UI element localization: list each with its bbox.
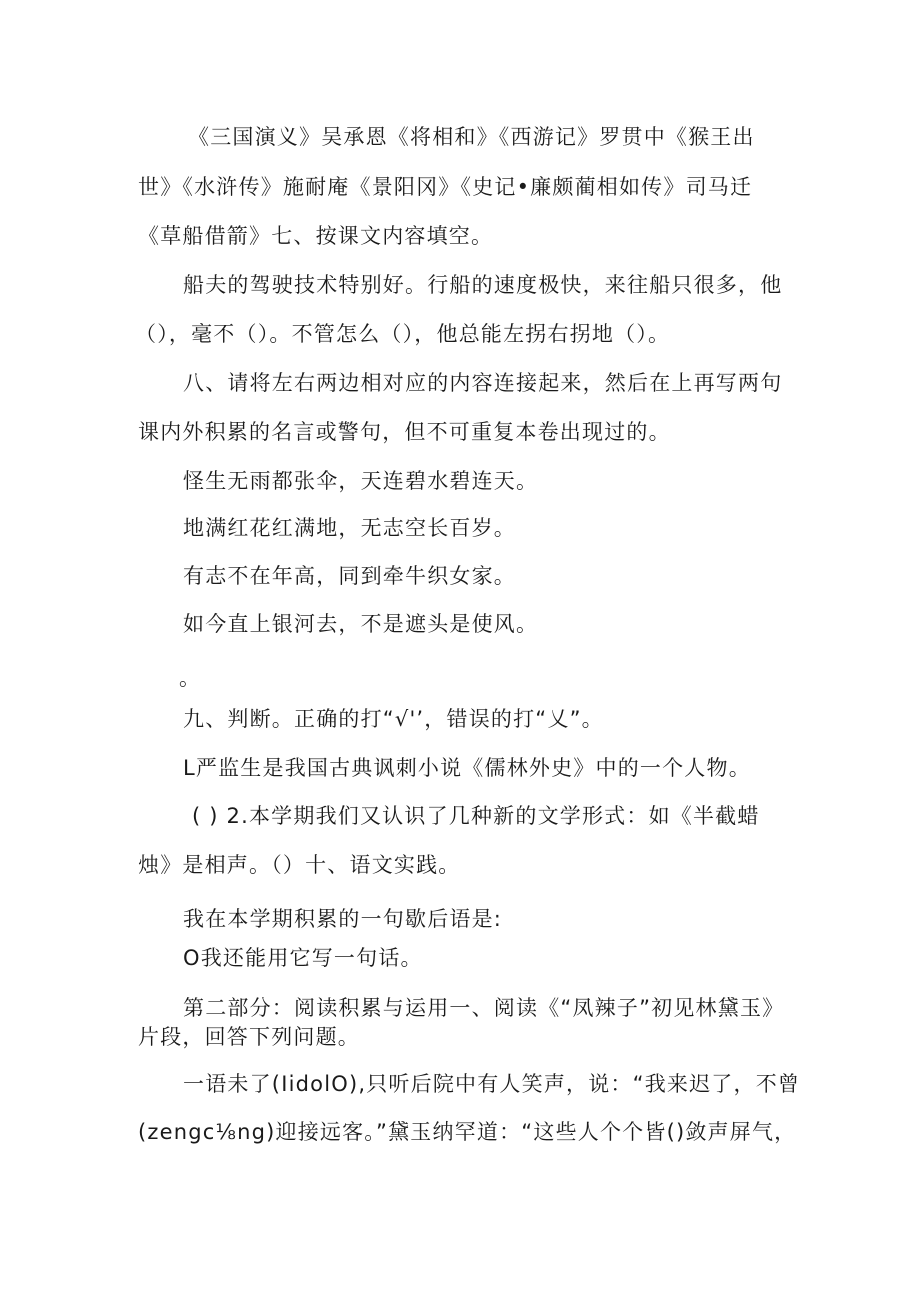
text-line-11: 如今直上银河去，不是遮头是使风。 (183, 612, 539, 636)
text-line-7: 课内外积累的名言或警句，但不可重复本卷出现过的。 (138, 420, 671, 444)
text-line-2: 世》《水浒传》施耐庵《景阳冈》《史记•廉颇蔺相如传》司马迁 (138, 175, 753, 199)
text-line-22: (zengc⅛ng)迎接远客。”黛玉纳罕道：“这些人个个皆()敛声屏气， (138, 1120, 797, 1144)
text-line-17: 我在本学期积累的一句歇后语是: (183, 907, 503, 931)
text-line-1: 《三国演义》吴承恩《将相和》《西游记》罗贯中《猴王出 (188, 125, 755, 149)
text-line-5: （），毫不（）。不管怎么（），他总能左拐右拐地（）。 (135, 322, 671, 346)
text-line-3: 《草船借箭》七、按课文内容填空。 (138, 224, 494, 248)
text-line-4: 船夫的驾驶技术特别好。行船的速度极快，来往船只很多，他 (183, 273, 783, 297)
text-line-19: 第二部分：阅读积累与运用一、阅读《“凤辣子”初见林黛玉》 (183, 996, 785, 1020)
text-line-20: 片段，回答下列问题。 (138, 1025, 360, 1049)
text-line-18: O我还能用它写一句话。 (183, 946, 423, 970)
text-line-6: 八、请将左右两边相对应的内容连接起来，然后在上再写两句 (183, 371, 783, 395)
text-line-10: 有志不在年高，同到牵牛织女家。 (183, 564, 516, 588)
text-line-15: ( ) 2.本学期我们又认识了几种新的文学形式：如《半截蜡 (192, 804, 760, 828)
text-line-12: 。 (179, 666, 202, 690)
text-line-8: 怪生无雨都张伞，天连碧水碧连天。 (183, 469, 539, 493)
text-line-16: 烛》是相声。（）十、语文实践。 (138, 853, 461, 877)
text-line-9: 地满红花红满地，无志空长百岁。 (183, 516, 516, 540)
text-line-21: 一语未了(IidolO),只听后院中有人笑声，说：“我来迟了，不曾 (183, 1072, 801, 1096)
text-line-13: 九、判断。正确的打“√'’，错误的打“乂”。 (183, 707, 604, 731)
text-line-14: L严监生是我国古典讽刺小说《儒林外史》中的一个人物。 (183, 756, 751, 780)
